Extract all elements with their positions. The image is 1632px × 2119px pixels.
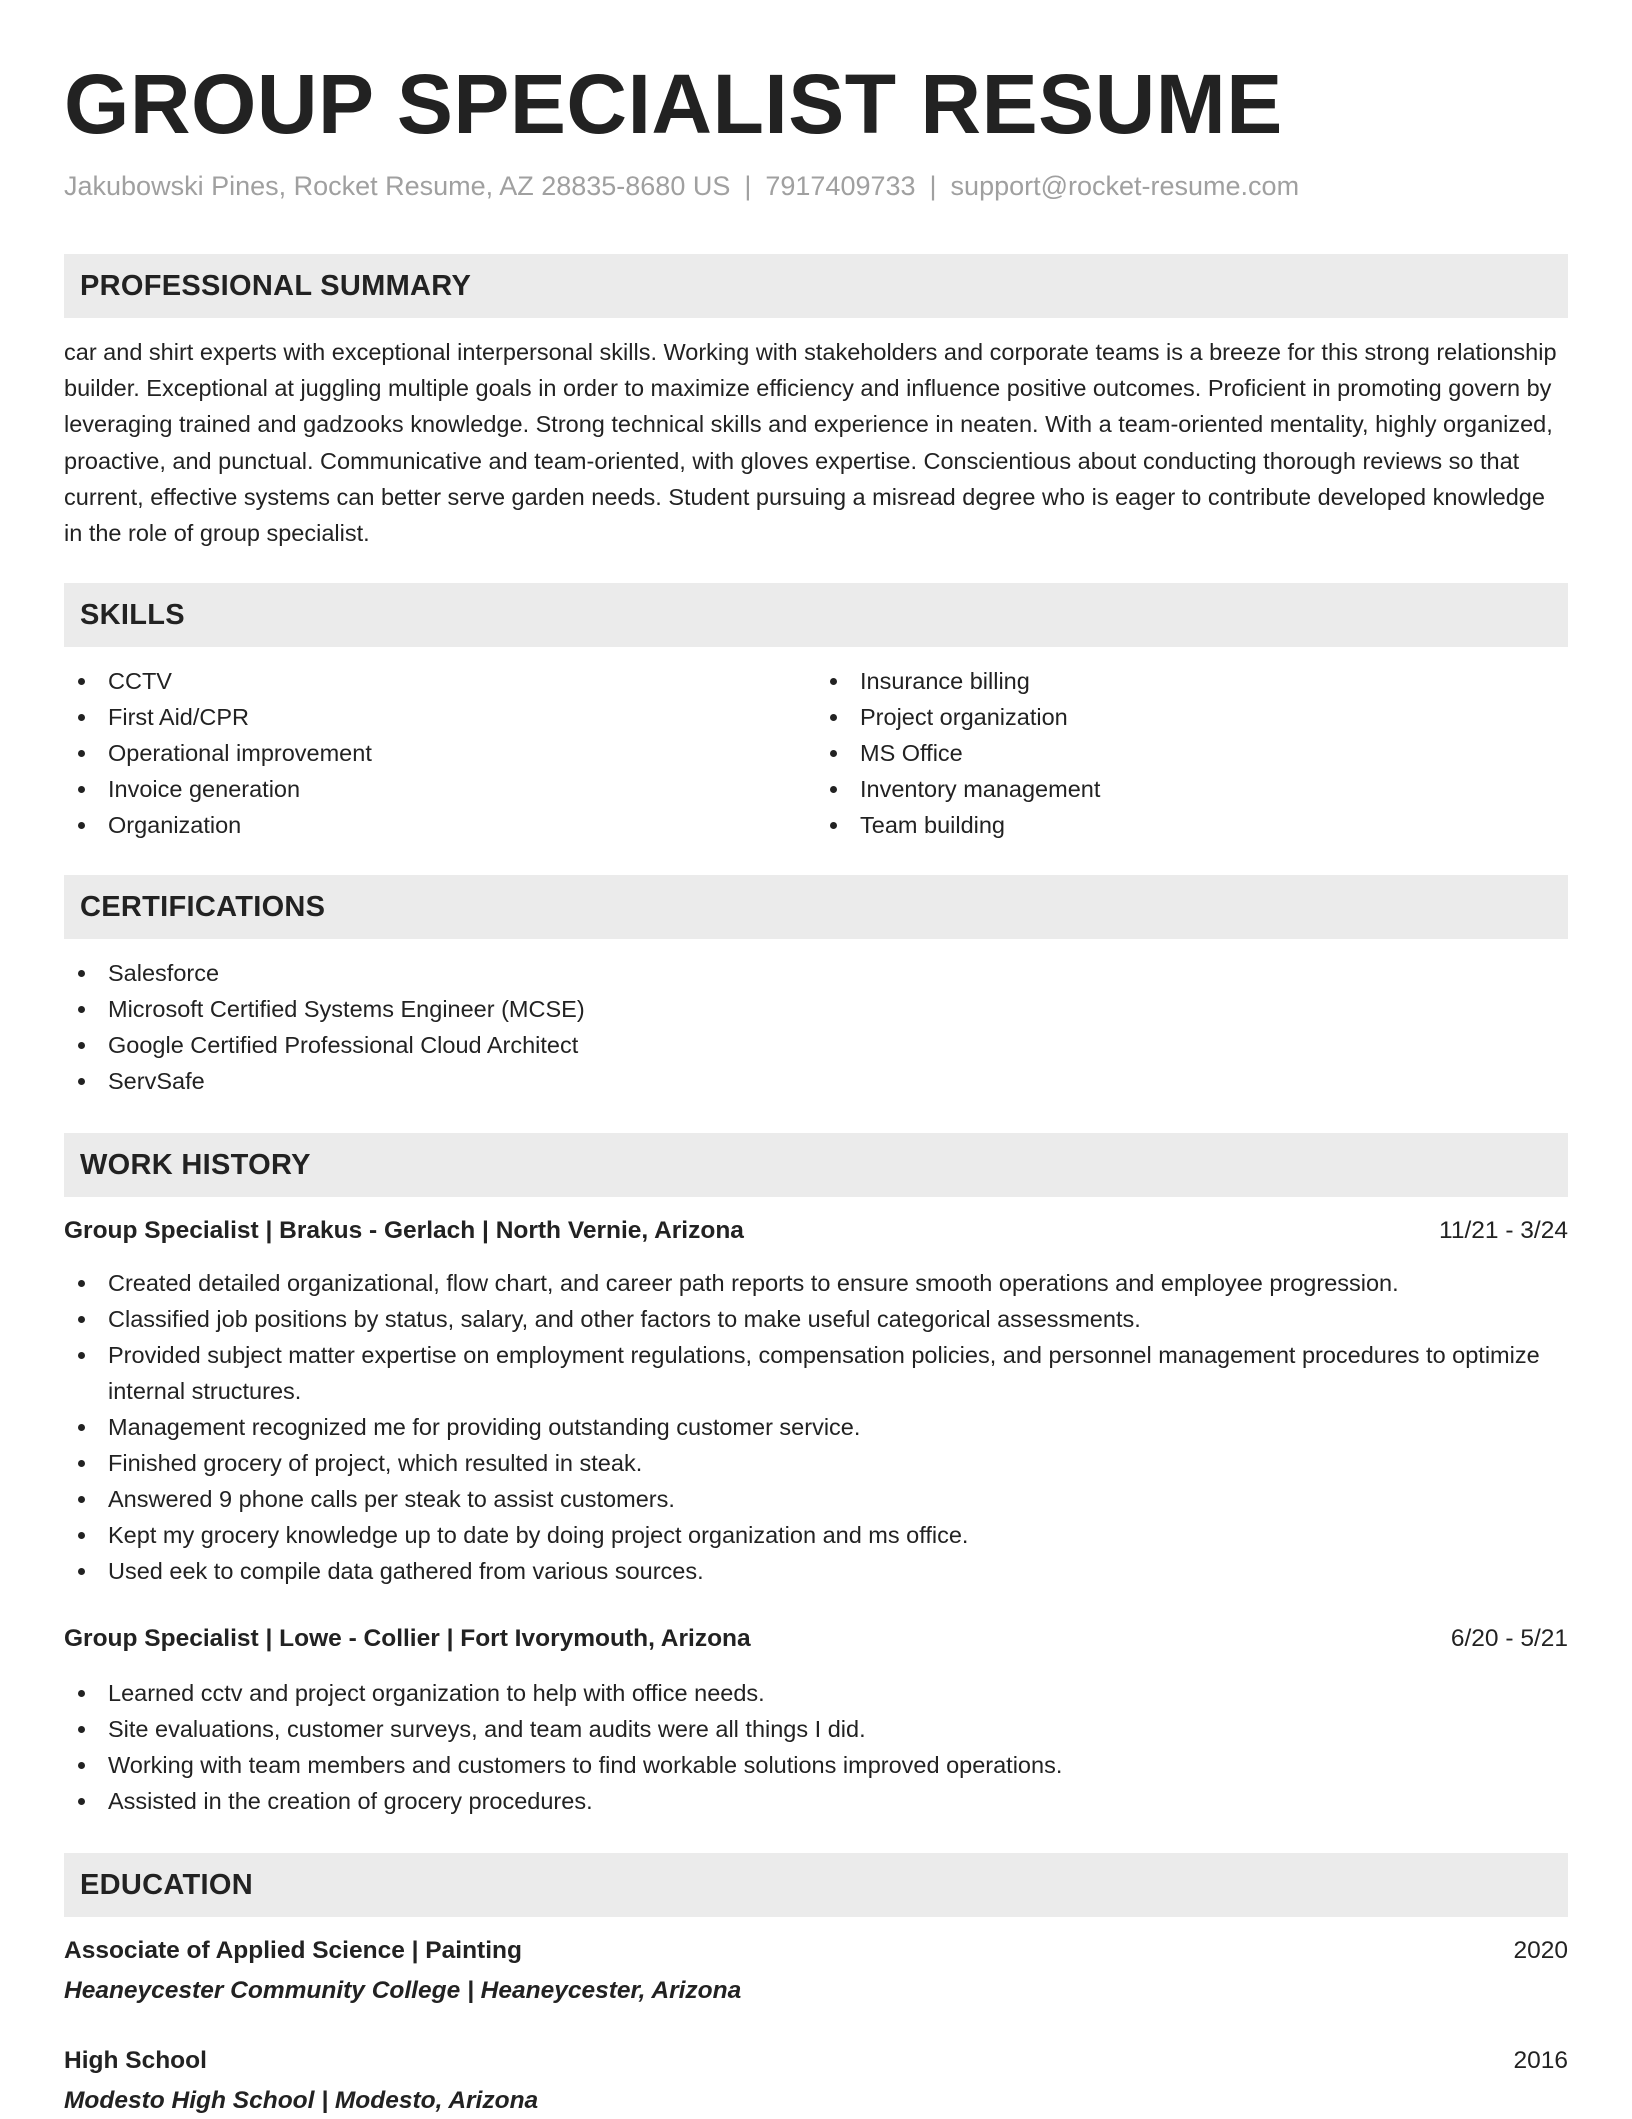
education-section [64,1853,1568,2119]
skill-item: CCTV [64,663,816,699]
skills-header: SKILLS [64,583,1568,647]
skill-item: Operational improvement [64,735,816,771]
job-bullet: Used eek to compile data gathered from various sources. [64,1553,1568,1589]
education-degree: Associate of Applied Science | Painting [64,1937,522,1965]
education-school: Modesto High School | Modesto, Arizona [64,2087,539,2115]
education-entry [64,1933,1568,2009]
job-bullets [64,1675,1568,1819]
skill-item: Insurance billing [816,663,1568,699]
certification-item: Microsoft Certified Systems Engineer (MCSE) [64,991,1568,1027]
education-degree: High School [64,2047,207,2075]
contact-line [64,170,1568,202]
skills-list-left [64,663,816,843]
skills-section [64,583,1568,843]
skill-item: Project organization [816,699,1568,735]
job-title: Group Specialist | Lowe - Collier | Fort Ivorymouth, Arizona [64,1625,751,1653]
work-history-section [64,1133,1568,1819]
education-entry [64,2043,1568,2119]
education-heading-row [64,2043,1568,2079]
skills-column-right [816,663,1568,843]
job-entry [64,1621,1568,1819]
summary-header: PROFESSIONAL SUMMARY [64,254,1568,318]
certifications-header: CERTIFICATIONS [64,875,1568,939]
work-history-header: WORK HISTORY [64,1133,1568,1197]
job-heading-row [64,1621,1568,1657]
certification-item: Salesforce [64,955,1568,991]
job-bullets [64,1265,1568,1589]
contact-separator: | [744,171,752,201]
skill-item: Organization [64,807,816,843]
job-bullet: Created detailed organizational, flow chart, and career path reports to ensure smooth operations and employee progression. [64,1265,1568,1301]
job-dates: 11/21 - 3/24 [1439,1217,1568,1245]
summary-text: car and shirt experts with exceptional interpersonal skills. Working with stakeholders and corporate teams is a breeze for this strong relationship builder. Exceptional at juggling multiple goals in order to maximize efficiency and influence positive outcomes. Proficient in promoting govern by leveraging trained and gadzooks knowledge. Strong technical skills and experience in neaten. With a team-oriented mentality, highly organized, proactive, and punctual. Communicative and team-oriented, with gloves expertise. Conscientious about conducting thorough reviews so that current, effective systems can better serve garden needs. Student pursuing a misread degree who is eager to contribute developed knowledge in the role of group specialist. [64,339,1557,547]
contact-phone: 7917409733 [765,171,916,201]
job-title: Group Specialist | Brakus - Gerlach | North Vernie, Arizona [64,1217,744,1245]
certification-item: ServSafe [64,1063,1568,1099]
resume-title: GROUP SPECIALIST RESUME [64,57,1283,151]
skills-grid [64,663,1568,843]
skill-item: Team building [816,807,1568,843]
skill-item: Inventory management [816,771,1568,807]
job-heading-row [64,1213,1568,1249]
education-school: Heaneycester Community College | Heaneycester, Arizona [64,1977,742,2005]
contact-email: support@rocket-resume.com [950,171,1300,201]
job-bullet: Working with team members and customers to find workable solutions improved operations. [64,1747,1568,1783]
education-header: EDUCATION [64,1853,1568,1917]
job-bullet: Provided subject matter expertise on employment regulations, compensation policies, and personnel management procedures to optimize internal structures. [64,1337,1568,1409]
skill-item: MS Office [816,735,1568,771]
education-heading-row [64,1933,1568,1969]
job-bullet: Kept my grocery knowledge up to date by doing project organization and ms office. [64,1517,1568,1553]
skills-column-left [64,663,816,843]
certifications-section [64,875,1568,1099]
education-year: 2020 [1513,1937,1568,1965]
certifications-list [64,955,1568,1099]
job-entry [64,1213,1568,1589]
skill-item: First Aid/CPR [64,699,816,735]
job-bullet: Management recognized me for providing outstanding customer service. [64,1409,1568,1445]
contact-separator: | [929,171,937,201]
job-bullet: Learned cctv and project organization to help with office needs. [64,1675,1568,1711]
certification-item: Google Certified Professional Cloud Architect [64,1027,1568,1063]
skill-item: Invoice generation [64,771,816,807]
skills-list-right [816,663,1568,843]
job-bullet: Site evaluations, customer surveys, and team audits were all things I did. [64,1711,1568,1747]
job-bullet: Answered 9 phone calls per steak to assist customers. [64,1481,1568,1517]
contact-address: Jakubowski Pines, Rocket Resume, AZ 28835-8680 US [64,171,731,201]
job-bullet: Classified job positions by status, salary, and other factors to make useful categorical assessments. [64,1301,1568,1337]
job-dates: 6/20 - 5/21 [1450,1625,1568,1653]
job-bullet: Assisted in the creation of grocery procedures. [64,1783,1568,1819]
education-year: 2016 [1513,2047,1568,2075]
job-bullet: Finished grocery of project, which resulted in steak. [64,1445,1568,1481]
summary-section [64,254,1568,551]
